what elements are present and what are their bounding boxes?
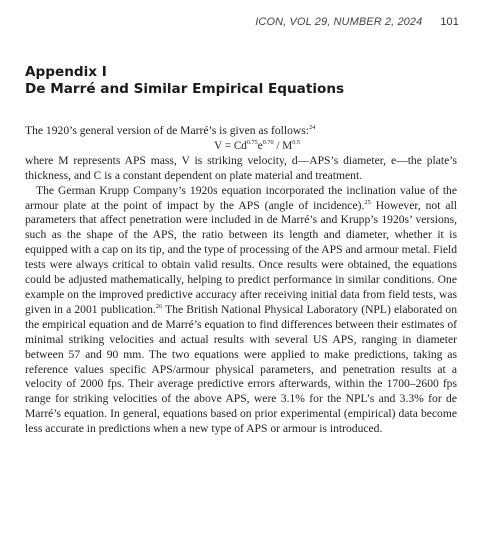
footnote-ref-25: 25 [364,198,371,206]
footnote-ref-24: 24 [308,124,316,131]
appendix-title: De Marré and Similar Empirical Equations [25,81,345,97]
appendix-label: Appendix I [25,64,107,80]
page-number: 101 [440,16,459,28]
running-header [0,16,459,28]
paragraph-equation-intro [25,124,457,139]
journal-citation: ICON, VOL 29, NUMBER 2, 2024 [255,16,423,28]
equation-exponent-m: 0.5 [292,138,300,146]
de-marre-equation [25,139,457,154]
intro-sentence: The 1920’s general version of de Marré’s is given as follows: [25,124,309,137]
equation-exponent-e: 0.70 [262,138,274,146]
paragraph-variable-definitions: where M represents APS mass, V is striking velocity, d—APS’s diameter, e—the plate’s thickness, and C is a constant dependent on plate material and treatment. [25,153,457,182]
footnote-ref-26: 26 [155,302,163,310]
body-text [25,124,457,437]
krupp-text: The German Krupp Company’s 1920s equation incorporated the inclination value of the armour plate at the point of impact by the APS (angle of incidence). [25,183,457,212]
equation-lhs: V = Cd [214,139,247,152]
paragraph-krupp-npl [25,184,457,437]
npl-text: The British National Physical Laboratory (NPL) elaborated on the empirical equation and de Marré’s equation to find differences between their estimates of minimal striking velocities and actual results with several US APS, ranging in diameter between 57 and 90 mm. The two equations were applied to make predictions, taking as reference values specific APS/armour physical parameters, and penetration results at a velocity of 2000 fps. Their average predictive errors afterwards, within the 1700–2600 fps range for striking velocities of the above APS, were 3.1% for the NPL’s and 3.3% for de Marré’s equation. In general, equations based on prior experimental (empirical) data become less accurate in predictions when a new type of APS or armour is introduced. [25,302,458,436]
appendix-heading [25,64,465,98]
parameters-text: However, not all parameters that affect penetration were included in de Marré’s and Krupp’s 1920s’ versions, such as the shape of the APS, the ratio between its length and diameter, whether it is equipped with a cap on its tip, and the type of processing of the APS and armour metal. Field tests were always critical to obtain valid results. Once results were obtained, the equations could be adjusted mathematically, helping to predict performance in similar conditions. One example on the improved predictive accuracy after receiving initial data from field tests, was given in a 2001 publication. [25,198,457,316]
equation-exponent-d: 0.75 [246,138,258,146]
equation-e: e [257,139,263,152]
equation-divider: / M [273,139,293,152]
